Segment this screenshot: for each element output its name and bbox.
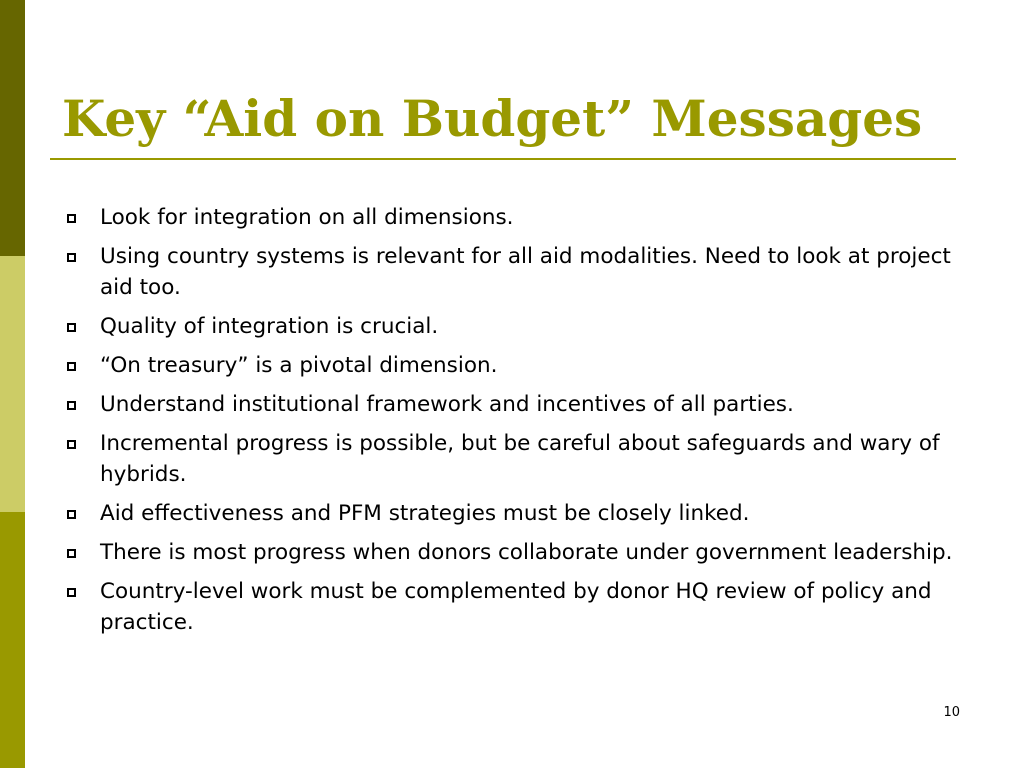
hollow-square-icon <box>67 253 76 262</box>
bullet-item <box>64 537 964 568</box>
hollow-square-icon <box>67 401 76 410</box>
bullet-text: There is most progress when donors collaborate under government leadership. <box>100 540 953 565</box>
sidebar-decoration <box>0 0 25 768</box>
sidebar-segment-dark <box>0 0 25 256</box>
sidebar-segment-mid <box>0 512 25 768</box>
bullet-item <box>64 311 964 342</box>
bullet-text: Aid effectiveness and PFM strategies must be closely linked. <box>100 501 750 526</box>
sidebar-segment-light <box>0 256 25 512</box>
slide-title: Key “Aid on Budget” Messages <box>62 89 923 148</box>
bullet-item <box>64 498 964 529</box>
hollow-square-icon <box>67 323 76 332</box>
bullet-item <box>64 350 964 381</box>
bullet-item <box>64 389 964 420</box>
bullet-text: Understand institutional framework and incentives of all parties. <box>100 392 794 417</box>
bullet-text: Look for integration on all dimensions. <box>100 205 514 230</box>
hollow-square-icon <box>67 510 76 519</box>
bullet-text: Incremental progress is possible, but be careful about safeguards and wary of hybrids. <box>100 431 940 487</box>
hollow-square-icon <box>67 362 76 371</box>
bullet-text: Country-level work must be complemented by donor HQ review of policy and practice. <box>100 579 932 635</box>
bullet-item <box>64 202 964 233</box>
bullet-item <box>64 576 964 638</box>
bullet-item <box>64 428 964 490</box>
hollow-square-icon <box>67 549 76 558</box>
bullet-text: “On treasury” is a pivotal dimension. <box>100 353 498 378</box>
bullet-text: Quality of integration is crucial. <box>100 314 439 339</box>
bullet-text: Using country systems is relevant for all aid modalities. Need to look at project aid too. <box>100 244 951 300</box>
bullet-item <box>64 241 964 303</box>
title-divider <box>50 158 956 160</box>
bullet-list <box>64 202 964 646</box>
hollow-square-icon <box>67 440 76 449</box>
page-number: 10 <box>943 705 960 720</box>
hollow-square-icon <box>67 588 76 597</box>
hollow-square-icon <box>67 214 76 223</box>
